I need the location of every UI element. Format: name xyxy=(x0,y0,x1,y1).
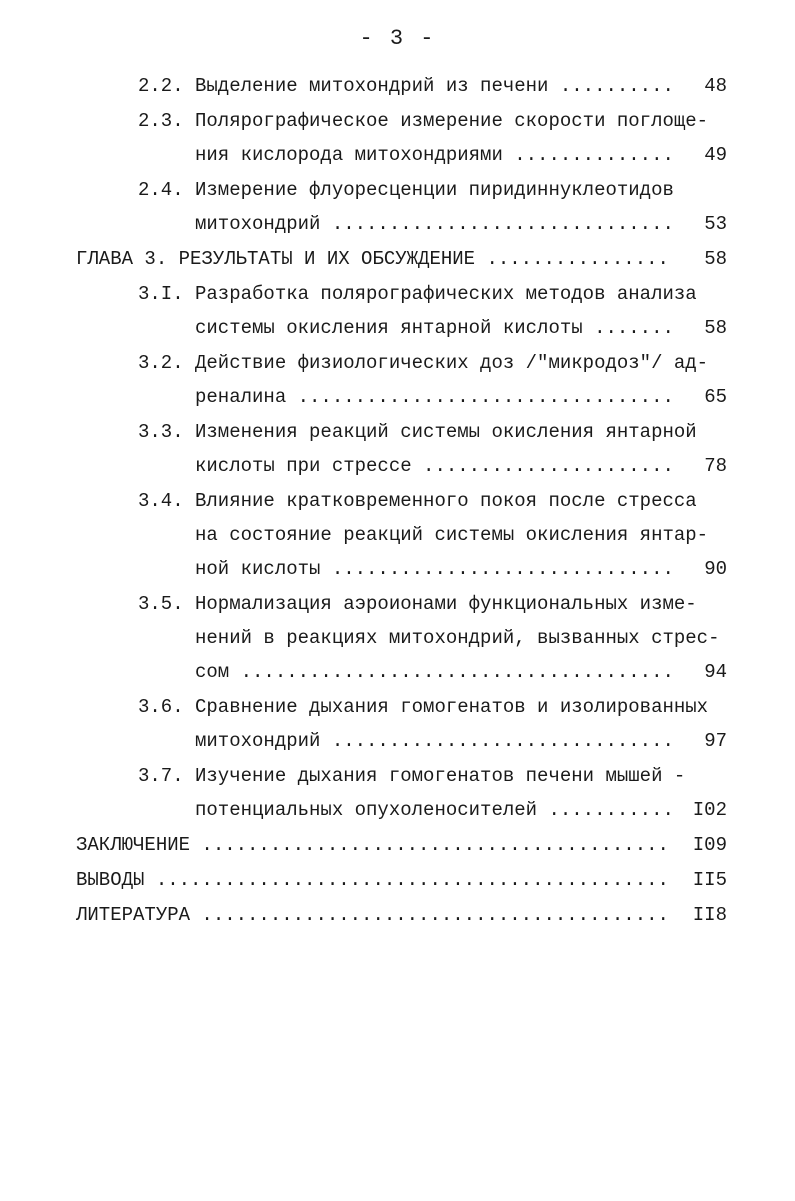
toc-page-2-2: 48 xyxy=(704,75,727,97)
toc-num-3-7: 3.7. xyxy=(138,765,184,787)
toc-text-3-4-line2: на состояние реакций системы окисления янтар- xyxy=(195,524,709,546)
toc-page-3-1: 58 xyxy=(704,317,727,339)
toc-page-3-3: 78 xyxy=(704,455,727,477)
toc-findings: ВЫВОДЫ ............................................. xyxy=(76,869,669,891)
toc-text-2-3-line1: Полярографическое измерение скорости поглоще- xyxy=(195,110,709,132)
toc-text-3-2-line2: реналина ................................. xyxy=(195,386,674,408)
toc-text-3-7-line1: Изучение дыхания гомогенатов печени мышей - xyxy=(195,765,686,787)
toc-text-3-4-line3: ной кислоты .............................. xyxy=(195,558,674,580)
toc-text-3-2-line1: Действие физиологических доз /"микродоз"/ ад- xyxy=(195,352,709,374)
toc-text-3-5-line2: нений в реакциях митохондрий, вызванных стрес- xyxy=(195,627,720,649)
toc-text-3-6-line1: Сравнение дыхания гомогенатов и изолированных xyxy=(195,696,709,718)
toc-page-2-3: 49 xyxy=(704,144,727,166)
toc-text-3-5-line1: Нормализация аэроионами функциональных изме- xyxy=(195,593,697,615)
toc-text-3-3-line2: кислоты при стрессе ...................... xyxy=(195,455,674,477)
toc-num-2-3: 2.3. xyxy=(138,110,184,132)
toc-text-3-1-line1: Разработка полярографических методов анализа xyxy=(195,283,697,305)
toc-num-2-2: 2.2. xyxy=(138,75,184,97)
toc-page-3-2: 65 xyxy=(704,386,727,408)
toc-text-3-1-line2: системы окисления янтарной кислоты ....... xyxy=(195,317,674,339)
toc-num-3-2: 3.2. xyxy=(138,352,184,374)
toc-references: ЛИТЕРАТУРА ......................................... xyxy=(76,904,669,926)
toc-num-3-4: 3.4. xyxy=(138,490,184,512)
page-number: - 3 - xyxy=(359,26,436,51)
toc-page-3-6: 97 xyxy=(704,730,727,752)
toc-text-2-4-line1: Измерение флуоресценции пиридиннуклеотидов xyxy=(195,179,674,201)
toc-page-3-7: I02 xyxy=(692,799,727,821)
toc-text-3-4-line1: Влияние кратковременного покоя после стресса xyxy=(195,490,697,512)
toc-text-2-2: Выделение митохондрий из печени .......... xyxy=(195,75,674,97)
toc-text-3-5-line3: сом ...................................... xyxy=(195,661,674,683)
toc-text-3-3-line1: Изменения реакций системы окисления янтарной xyxy=(195,421,697,443)
toc-page-chapter-3: 58 xyxy=(704,248,727,270)
toc-chapter-3: ГЛАВА 3. РЕЗУЛЬТАТЫ И ИХ ОБСУЖДЕНИЕ ................ xyxy=(76,248,669,270)
toc-page-conclusion: I09 xyxy=(692,834,727,856)
toc-conclusion: ЗАКЛЮЧЕНИЕ ......................................... xyxy=(76,834,669,856)
toc-page-2-4: 53 xyxy=(704,213,727,235)
toc-page-3-5: 94 xyxy=(704,661,727,683)
toc-page-findings: II5 xyxy=(692,869,727,891)
toc-num-3-6: 3.6. xyxy=(138,696,184,718)
toc-page-3-4: 90 xyxy=(704,558,727,580)
toc-page-references: II8 xyxy=(692,904,727,926)
toc-text-2-4-line2: митохондрий .............................. xyxy=(195,213,674,235)
toc-num-2-4: 2.4. xyxy=(138,179,184,201)
toc-num-3-1: 3.I. xyxy=(138,283,184,305)
toc-num-3-3: 3.3. xyxy=(138,421,184,443)
toc-text-2-3-line2: ния кислорода митохондриями .............. xyxy=(195,144,674,166)
toc-text-3-7-line2: потенциальных опухоленосителей ........... xyxy=(195,799,674,821)
toc-text-3-6-line2: митохондрий .............................. xyxy=(195,730,674,752)
toc-num-3-5: 3.5. xyxy=(138,593,184,615)
